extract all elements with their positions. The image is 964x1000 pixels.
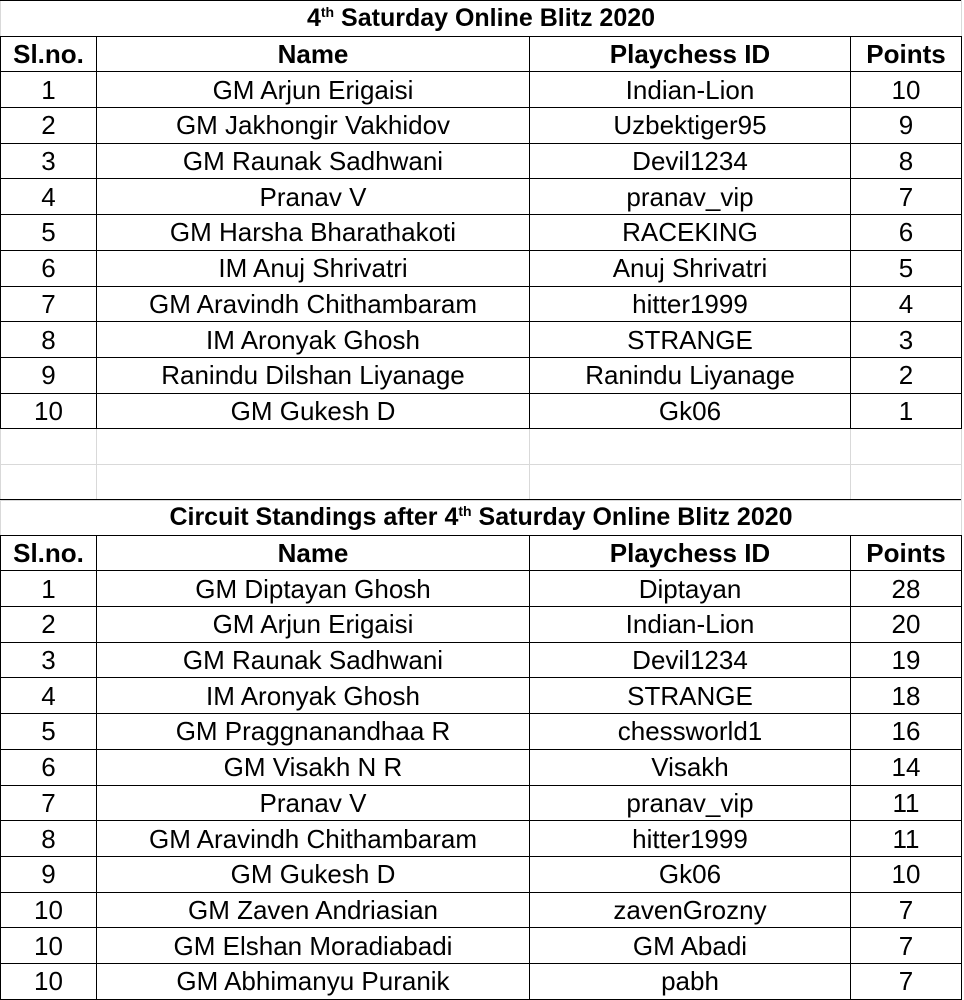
- cell-playchess-id: STRANGE: [530, 322, 851, 358]
- table-body: [1, 571, 962, 999]
- cell-name: GM Aravindh Chithambaram: [97, 286, 530, 322]
- table-row: [1, 785, 962, 821]
- cell-points: 19: [851, 642, 962, 678]
- cell-playchess-id: Anuj Shrivatri: [530, 250, 851, 286]
- cell-slno: 9: [1, 856, 97, 892]
- cell-slno: 5: [1, 215, 97, 251]
- empty-row: [1, 464, 962, 500]
- cell-name: GM Diptayan Ghosh: [97, 571, 530, 607]
- cell-points: 5: [851, 250, 962, 286]
- cell-playchess-id: GM Abadi: [530, 928, 851, 964]
- cell-playchess-id: Devil1234: [530, 642, 851, 678]
- empty-cell: [851, 429, 962, 465]
- cell-slno: 7: [1, 286, 97, 322]
- cell-name: IM Anuj Shrivatri: [97, 250, 530, 286]
- cell-name: GM Aravindh Chithambaram: [97, 821, 530, 857]
- cell-points: 2: [851, 357, 962, 393]
- cell-name: IM Aronyak Ghosh: [97, 322, 530, 358]
- cell-name: GM Abhimanyu Puranik: [97, 963, 530, 999]
- cell-name: GM Raunak Sadhwani: [97, 642, 530, 678]
- cell-name: GM Gukesh D: [97, 393, 530, 429]
- cell-slno: 2: [1, 607, 97, 643]
- table-row: [1, 856, 962, 892]
- table-header-row: [1, 535, 962, 571]
- cell-slno: 9: [1, 357, 97, 393]
- empty-cell: [851, 464, 962, 500]
- cell-name: GM Jakhongir Vakhidov: [97, 108, 530, 144]
- cell-playchess-id: pranav_vip: [530, 179, 851, 215]
- empty-row: [1, 429, 962, 465]
- table-row: [1, 749, 962, 785]
- cell-playchess-id: STRANGE: [530, 678, 851, 714]
- cell-playchess-id: hitter1999: [530, 286, 851, 322]
- cell-playchess-id: Gk06: [530, 856, 851, 892]
- cell-slno: 10: [1, 928, 97, 964]
- table-title: Circuit Standings after 4th Saturday Online Blitz 2020: [1, 500, 962, 536]
- table-row: [1, 963, 962, 999]
- cell-points: 7: [851, 179, 962, 215]
- header-points: Points: [851, 535, 962, 571]
- cell-name: GM Elshan Moradiabadi: [97, 928, 530, 964]
- cell-name: GM Raunak Sadhwani: [97, 143, 530, 179]
- header-name: Name: [97, 535, 530, 571]
- cell-name: GM Arjun Erigaisi: [97, 72, 530, 108]
- empty-cell: [530, 464, 851, 500]
- header-playchess-id: Playchess ID: [530, 36, 851, 72]
- cell-playchess-id: zavenGrozny: [530, 892, 851, 928]
- cell-slno: 6: [1, 749, 97, 785]
- table-row: [1, 571, 962, 607]
- cell-points: 7: [851, 928, 962, 964]
- empty-cell: [530, 429, 851, 465]
- cell-points: 7: [851, 892, 962, 928]
- cell-points: 7: [851, 963, 962, 999]
- cell-playchess-id: Uzbektiger95: [530, 108, 851, 144]
- cell-name: IM Aronyak Ghosh: [97, 678, 530, 714]
- cell-playchess-id: Diptayan: [530, 571, 851, 607]
- cell-playchess-id: Devil1234: [530, 143, 851, 179]
- cell-playchess-id: pranav_vip: [530, 785, 851, 821]
- cell-points: 3: [851, 322, 962, 358]
- cell-points: 16: [851, 714, 962, 750]
- cell-slno: 2: [1, 108, 97, 144]
- cell-points: 11: [851, 785, 962, 821]
- cell-playchess-id: Visakh: [530, 749, 851, 785]
- cell-points: 18: [851, 678, 962, 714]
- table-row: [1, 642, 962, 678]
- cell-playchess-id: RACEKING: [530, 215, 851, 251]
- empty-cell: [97, 464, 530, 500]
- cell-name: GM Zaven Andriasian: [97, 892, 530, 928]
- table-row: [1, 286, 962, 322]
- cell-playchess-id: Indian-Lion: [530, 607, 851, 643]
- table-row: [1, 108, 962, 144]
- table-row: [1, 143, 962, 179]
- cell-playchess-id: Ranindu Liyanage: [530, 357, 851, 393]
- cell-playchess-id: Indian-Lion: [530, 72, 851, 108]
- cell-slno: 5: [1, 714, 97, 750]
- cell-slno: 1: [1, 571, 97, 607]
- cell-slno: 4: [1, 678, 97, 714]
- cell-slno: 8: [1, 821, 97, 857]
- header-slno: Sl.no.: [1, 36, 97, 72]
- cell-slno: 7: [1, 785, 97, 821]
- table-body: [1, 72, 962, 429]
- cell-name: Pranav V: [97, 785, 530, 821]
- header-points: Points: [851, 36, 962, 72]
- cell-slno: 4: [1, 179, 97, 215]
- cell-slno: 6: [1, 250, 97, 286]
- header-slno: Sl.no.: [1, 535, 97, 571]
- cell-points: 11: [851, 821, 962, 857]
- cell-points: 8: [851, 143, 962, 179]
- cell-playchess-id: Gk06: [530, 393, 851, 429]
- cell-slno: 3: [1, 143, 97, 179]
- cell-points: 10: [851, 856, 962, 892]
- table-row: [1, 928, 962, 964]
- table-title: 4th Saturday Online Blitz 2020: [1, 1, 962, 37]
- cell-name: GM Gukesh D: [97, 856, 530, 892]
- cell-name: GM Arjun Erigaisi: [97, 607, 530, 643]
- table-row: [1, 714, 962, 750]
- table-row: [1, 179, 962, 215]
- table-row: [1, 393, 962, 429]
- table-title-row: [1, 500, 962, 536]
- cell-name: GM Harsha Bharathakoti: [97, 215, 530, 251]
- table-row: [1, 607, 962, 643]
- cell-slno: 8: [1, 322, 97, 358]
- table-row: [1, 678, 962, 714]
- cell-points: 1: [851, 393, 962, 429]
- header-name: Name: [97, 36, 530, 72]
- cell-slno: 10: [1, 963, 97, 999]
- cell-points: 9: [851, 108, 962, 144]
- table-row: [1, 250, 962, 286]
- cell-points: 6: [851, 215, 962, 251]
- cell-points: 28: [851, 571, 962, 607]
- cell-points: 10: [851, 72, 962, 108]
- table-row: [1, 892, 962, 928]
- header-playchess-id: Playchess ID: [530, 535, 851, 571]
- cell-playchess-id: chessworld1: [530, 714, 851, 750]
- cell-slno: 3: [1, 642, 97, 678]
- cell-points: 20: [851, 607, 962, 643]
- cell-playchess-id: hitter1999: [530, 821, 851, 857]
- cell-name: Pranav V: [97, 179, 530, 215]
- table-title-row: [1, 1, 962, 37]
- cell-slno: 10: [1, 393, 97, 429]
- cell-slno: 1: [1, 72, 97, 108]
- saturday-blitz-results-table: [0, 0, 962, 501]
- circuit-standings-table: [0, 499, 962, 1000]
- cell-points: 14: [851, 749, 962, 785]
- cell-points: 4: [851, 286, 962, 322]
- empty-cell: [1, 464, 97, 500]
- table-row: [1, 357, 962, 393]
- cell-name: GM Visakh N R: [97, 749, 530, 785]
- cell-slno: 10: [1, 892, 97, 928]
- cell-name: GM Praggnanandhaa R: [97, 714, 530, 750]
- cell-name: Ranindu Dilshan Liyanage: [97, 357, 530, 393]
- table-row: [1, 215, 962, 251]
- cell-playchess-id: pabh: [530, 963, 851, 999]
- table-row: [1, 821, 962, 857]
- empty-cell: [1, 429, 97, 465]
- table-header-row: [1, 36, 962, 72]
- empty-cell: [97, 429, 530, 465]
- table-row: [1, 72, 962, 108]
- table-row: [1, 322, 962, 358]
